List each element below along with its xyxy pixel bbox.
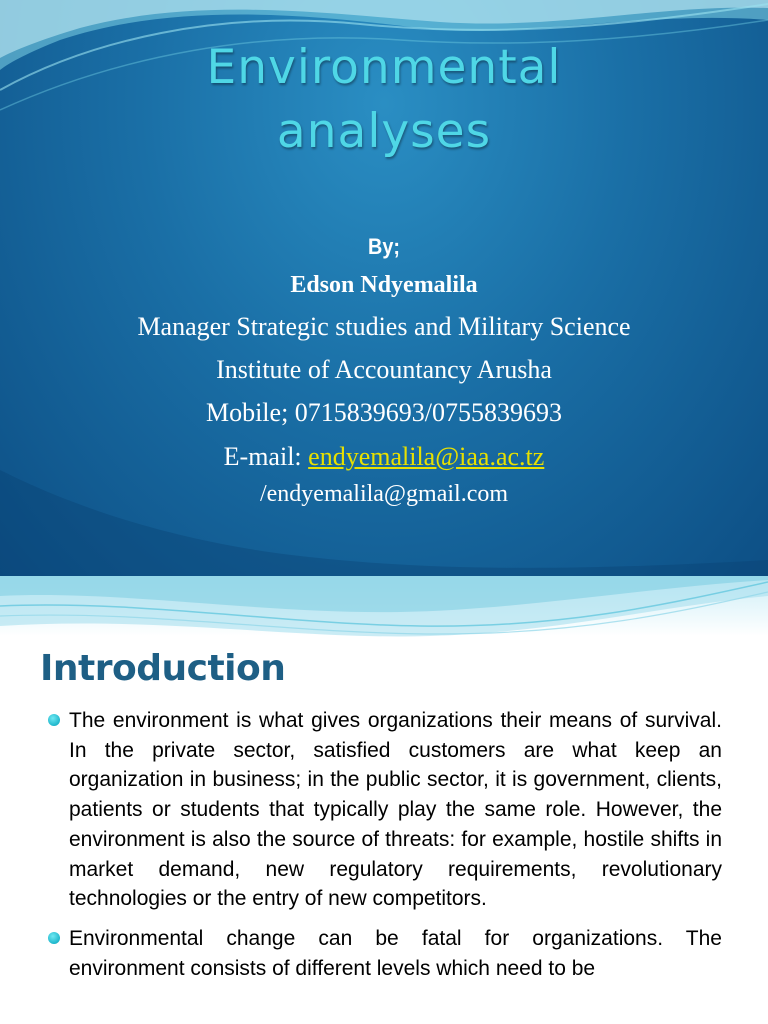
slide-title [0, 36, 768, 164]
introduction-slide [0, 576, 768, 1024]
title-line-2: analyses [276, 104, 492, 159]
bullet-dot-icon [48, 714, 60, 726]
email-label: E-mail: [223, 442, 309, 471]
mobile-numbers: Mobile; 0715839693/0755839693 [205, 398, 563, 427]
bullet-dot-icon [48, 932, 60, 944]
by-label: By; [368, 234, 400, 259]
email-link[interactable]: endyemalila@iaa.ac.tz [308, 442, 545, 471]
institution-name: Institute of Accountancy Arusha [216, 355, 552, 384]
author-role: Manager Strategic studies and Military Science [137, 312, 631, 341]
bullet-text: Environmental change can be fatal for organizations. The environment consists of different levels which need to be [69, 926, 722, 980]
author-name: Edson Ndyemalila [290, 272, 478, 298]
alternate-email: /endyemalila@gmail.com [259, 481, 509, 507]
wave-header-decoration [0, 576, 768, 656]
list-item [48, 924, 722, 983]
list-item [48, 706, 722, 914]
intro-heading: Introduction [40, 648, 286, 689]
title-line-1: Environmental [206, 40, 562, 95]
email-line [0, 442, 768, 472]
bullet-list [48, 706, 722, 993]
bullet-text: The environment is what gives organizations their means of survival. In the private sector, satisfied customers are what keep an organization in business; in the public sector, it is government, clients, patients or students that typically play the same role. However, the environment is also the source of threats: for example, hostile shifts in market demand, new regulatory requirements, revolutionary technologies or the entry of new competitors. [69, 709, 722, 911]
